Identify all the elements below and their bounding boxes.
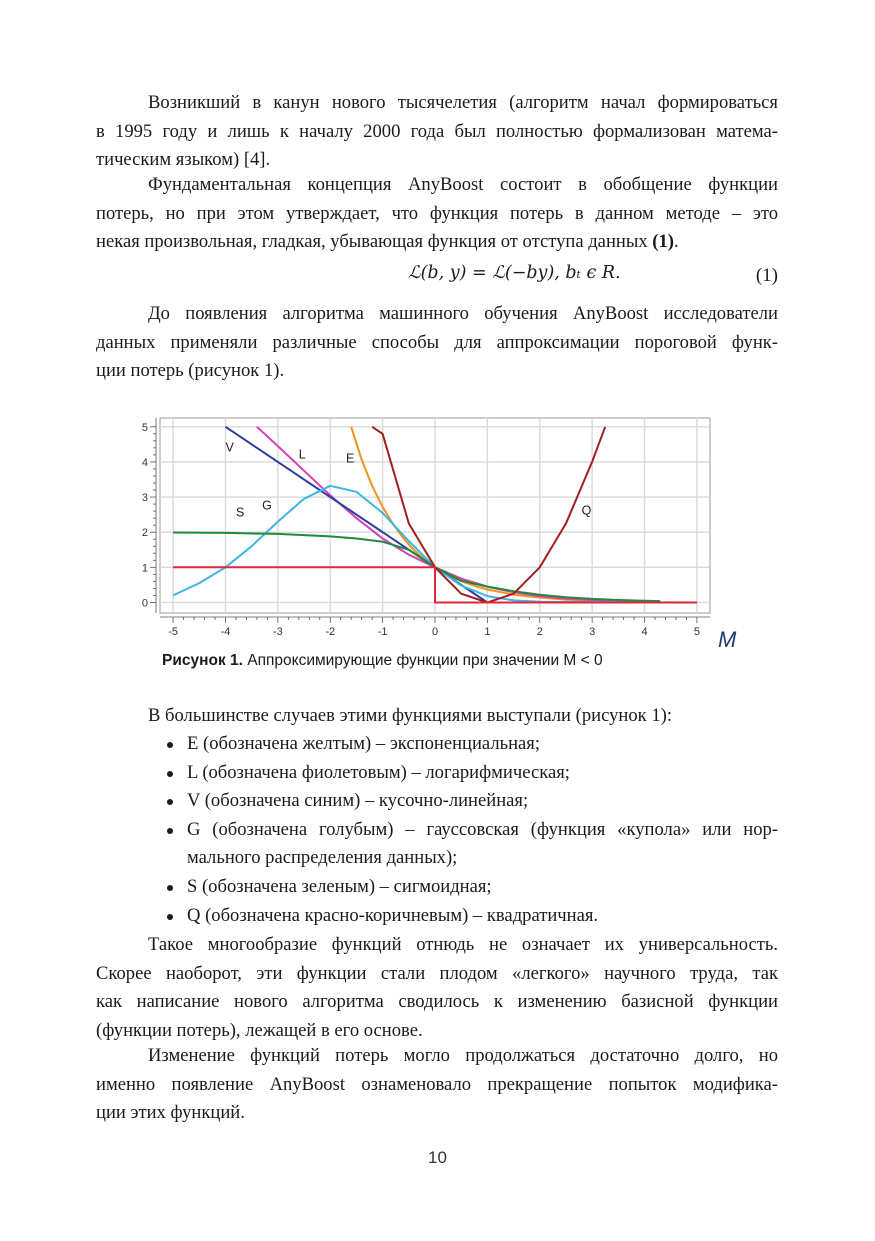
y-tick-label: 3: [141, 492, 148, 505]
x-tick-label: 1: [484, 626, 491, 638]
figure-caption-text: Аппроксимирующие функции при значении M < 0: [242, 652, 603, 669]
text-line: данных применяли различные способы для аппроксимации пороговой функ-: [96, 331, 778, 353]
text-line: в 1995 году и лишь к началу 2000 года был полностью формализован матема-: [96, 120, 778, 142]
paragraph-intro: [96, 89, 778, 175]
series-label-L: L: [298, 447, 306, 462]
text-line: тическим языком) [4].: [96, 149, 271, 171]
list-item: V (обозначена синим) – кусочно-линейная;: [96, 787, 778, 816]
x-tick-label: 4: [641, 626, 648, 638]
y-tick-label: 1: [141, 562, 148, 575]
list-item: E (обозначена желтым) – экспоненциальная;: [96, 730, 778, 759]
series-label-E: E: [345, 451, 355, 466]
bullet-icon: [167, 885, 173, 891]
x-tick-label: -5: [168, 626, 178, 638]
text-segment: некая произвольная, гладкая, убывающая функция от отступа данных: [96, 231, 653, 253]
bullet-icon: [167, 771, 173, 777]
paragraph-conclusion: [96, 1042, 778, 1128]
list-item: S (обозначена зеленым) – сигмоидная;: [96, 873, 778, 902]
series-label-S: S: [235, 505, 245, 520]
equation-block: [96, 263, 778, 293]
series-label-G: G: [262, 498, 272, 513]
text-line: ции этих функций.: [96, 1102, 245, 1124]
text-line: Изменение функций потерь могло продолжаться достаточно долго, но: [148, 1045, 778, 1066]
text-line: Скорее наоборот, эти функции стали плодом «легкого» научного труда, так: [96, 962, 778, 984]
x-axis-label: M: [718, 627, 737, 652]
equation-number: (1): [755, 265, 778, 286]
text-line: Фундаментальная концепция AnyBoost состоит в обобщение функции: [148, 174, 778, 195]
series-label-Q: Q: [581, 503, 592, 518]
bullet-icon: [167, 914, 173, 920]
x-tick-label: -2: [325, 626, 336, 638]
x-tick-label: 2: [536, 626, 543, 638]
x-tick-label: 5: [693, 626, 700, 638]
text-line: Возникший в канун нового тысячелетия (алгоритм начал формироваться: [148, 92, 778, 113]
paragraph-functions-intro: [96, 702, 778, 731]
x-tick-label: -1: [377, 626, 388, 638]
list-item-continuation: мального распределения данных);: [187, 847, 458, 869]
paragraph-anyboost-concept: [96, 171, 778, 257]
text-line: [96, 228, 778, 257]
loss-functions-chart: [130, 408, 740, 653]
paragraph-diversity: [96, 931, 778, 1045]
bullet-icon: [167, 828, 173, 834]
text-line: В большинстве случаев этими функциями выступали (рисунок 1):: [148, 705, 672, 726]
x-tick-label: -3: [272, 626, 283, 638]
text-line: (функции потерь), лежащей в его основе.: [96, 1019, 423, 1041]
text-segment: .: [673, 231, 679, 253]
text-line: именно появление AnyBoost ознаменовало прекращение попыток модифика-: [96, 1073, 778, 1095]
list-item: G (обозначена голубым) – гауссовская (функция «купола» или нор-: [96, 816, 778, 845]
series-label-V: V: [225, 440, 234, 455]
text-line: ции потерь (рисунок 1).: [96, 360, 285, 382]
bullet-icon: [167, 742, 173, 748]
equation-reference: (1): [652, 231, 674, 253]
text-line: Такое многообразие функций отнюдь не означает их универсальность.: [148, 934, 778, 955]
text-line: До появления алгоритма машинного обучения AnyBoost исследователи: [148, 303, 778, 324]
figure-label: Рисунок 1.: [162, 652, 243, 669]
y-tick-label: 5: [141, 421, 148, 434]
paragraph-before-anyboost: [96, 300, 778, 386]
x-tick-label: 0: [431, 626, 439, 638]
function-list: [96, 730, 778, 930]
x-tick-label: -4: [220, 626, 231, 638]
page-number: 10: [428, 1148, 447, 1167]
text-line: потерь, но при этом утверждает, что функция потерь в данном методе – это: [96, 202, 778, 224]
text-line: как написание нового алгоритма сводилось к изменению базисной функции: [96, 991, 778, 1013]
x-tick-label: 3: [589, 626, 596, 638]
list-item: L (обозначена фиолетовым) – логарифмическая;: [96, 759, 778, 788]
figure-caption: [162, 652, 603, 670]
y-tick-label: 0: [141, 597, 148, 610]
y-tick-label: 2: [141, 527, 148, 540]
y-tick-label: 4: [141, 456, 148, 469]
equation-formula: ℒ(b, y) = ℒ(−by), bₜ ϵ R.: [408, 263, 621, 283]
list-item: Q (обозначена красно-коричневым) – квадратичная.: [96, 902, 778, 931]
